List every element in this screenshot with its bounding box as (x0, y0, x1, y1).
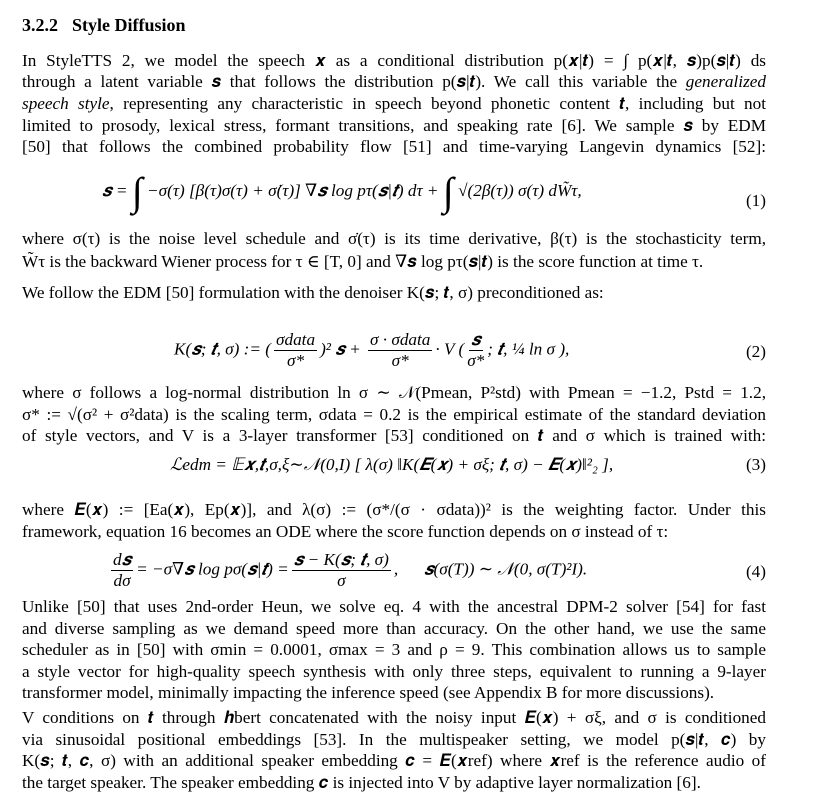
fraction (368, 330, 432, 371)
paragraph-line: limited to prosody, lexical stress, formant transitions, and speaking rate [6]. We sample 𝒔 by EDM (22, 116, 766, 135)
paragraph-line: V conditions on 𝒕 through 𝒉bert concatenated with the noisy input 𝑬(𝒙) + σξ, and σ is conditioned (22, 708, 766, 727)
eq-term: √(2β(τ)) σ(τ) dW̃τ, (458, 181, 582, 200)
equation-number: (3) (745, 455, 766, 474)
equation-4 (22, 550, 766, 590)
fraction (292, 550, 391, 591)
eq-term: , 𝒔(σ(T)) ∼ 𝒩(0, σ(T)²I). (393, 559, 588, 579)
eq-term: −σ(τ) [β(τ)σ(τ) + σ̇(τ)] ∇𝒔 log pτ(𝒔|𝒕) dτ + (147, 181, 443, 200)
text: through a latent variable 𝒔 that follows the distribution p(𝒔|𝒕). We call this variable the (22, 72, 686, 91)
paragraph-line: transformer model, minimally impacting the inference speed (see Appendix B for more discussions). (22, 683, 715, 702)
eq-lhs: 𝒔 = (102, 181, 132, 200)
equation-2 (22, 330, 766, 370)
text: , representing any characteristic in speech beyond phonetic content 𝒕, including but not (109, 94, 766, 113)
numerator: σdata (276, 330, 316, 349)
paragraph-line: the target speaker. The speaker embedding 𝒄 is injected into V by adaptive layer normalization [6]. (22, 773, 701, 792)
fraction (274, 330, 317, 371)
denominator: σ* (467, 351, 485, 370)
eq-term: ℒedm = 𝔼𝒙,𝒕,σ,ξ∼𝒩(0,I) [ λ(σ) ‖K(𝑬(𝒙) + σξ; 𝒕, σ) − 𝑬(𝒙)‖²₂ ], (170, 455, 614, 474)
paragraph-line: In StyleTTS 2, we model the speech 𝒙 as a conditional distribution p(𝒙|𝒕) = ∫ p(𝒙|𝒕, 𝒔)p(𝒔|𝒕) ds (22, 51, 766, 70)
eq-term: )² 𝒔 + (320, 339, 365, 359)
fraction (467, 330, 484, 371)
paragraph-line: σ* := √(σ² + σ²data) is the scaling term, σdata = 0.2 is the empirical estimate of the standard deviation (22, 405, 766, 424)
fraction (111, 550, 133, 591)
paragraph-line: K(𝒔; 𝒕, 𝒄, σ) with an additional speaker embedding 𝒄 = 𝑬(𝒙ref) where 𝒙ref is the reference audio of (22, 751, 766, 770)
paragraph-line: scheduler as in [50] with σmin = 0.0001, σmax = 3 and ρ = 9. This combination allows us to sample (22, 640, 766, 659)
denominator: dσ (113, 571, 131, 590)
equation-number: (4) (745, 562, 766, 581)
numerator: σ · σdata (369, 330, 431, 349)
emphasis: speech style (22, 94, 110, 113)
equation-number: (1) (745, 191, 766, 210)
integral-sign: ∫ (131, 169, 143, 215)
eq-term: = −σ∇𝒔 log pσ(𝒔|𝒕) = (136, 559, 289, 579)
paragraph-line: where σ(τ) is the noise level schedule and σ̇(τ) is its time derivative, β(τ) is the stochasticity term, (22, 229, 766, 248)
section-title: Style Diffusion (72, 15, 186, 35)
paragraph-line: We follow the EDM [50] formulation with the denoiser K(𝒔; 𝒕, σ) preconditioned as: (22, 283, 604, 302)
paragraph-line: [50] that follows the combined probability flow [51] and time-varying Langevin dynamics [52]: (22, 137, 766, 156)
paragraph-line: W̃τ is the backward Wiener process for τ ∈ [T, 0] and ∇𝒔 log pτ(𝒔|𝒕) is the score function at time τ. (22, 252, 704, 271)
section-number: 3.2.2 (22, 15, 58, 35)
paragraph-line: of style vectors, and V is a 3-layer transformer [53] conditioned on 𝒕 and σ which is trained with: (22, 426, 766, 445)
paragraph-line: Unlike [50] that uses 2nd-order Heun, we solve eq. 4 with the ancestral DPM-2 solver [54] for fast (22, 597, 766, 616)
denominator: σ (337, 571, 346, 590)
denominator: σ* (287, 351, 305, 370)
numerator: d𝒔 (113, 550, 132, 569)
paragraph-line: via sinusoidal positional embeddings [53]. In the multispeaker setting, we model p(𝒔|𝒕, 𝒄) by (22, 730, 766, 749)
paragraph-line: a style vector for high-quality speech synthesis with only three steps, equivalent to running a 9-layer (22, 662, 766, 681)
denominator: σ* (391, 351, 409, 370)
eq-term: ; 𝒕, ¼ ln σ ), (487, 339, 570, 359)
paragraph-line (22, 94, 766, 114)
paragraph-line: framework, equation 16 becomes an ODE where the score function depends on σ instead of τ: (22, 522, 669, 541)
eq-term: K(𝒔; 𝒕, σ) := ( (174, 339, 272, 359)
emphasis: generalized (685, 72, 766, 91)
section-heading (22, 15, 186, 36)
equation-3 (22, 455, 766, 495)
paragraph-line: where 𝑬(𝒙) := [Ea(𝒙), Ep(𝒙)], and λ(σ) := (σ*/(σ · σdata))² is the weighting factor. Under this (22, 500, 766, 519)
numerator: 𝒔 (470, 330, 481, 349)
paragraph-line (22, 72, 766, 92)
integral-sign: ∫ (442, 169, 454, 215)
paragraph-line: where σ follows a log-normal distribution ln σ ∼ 𝒩(Pmean, P²std) with Pmean = −1.2, Pstd = 1.2, (22, 383, 766, 402)
eq-term: · V ( (435, 339, 465, 359)
equation-number: (2) (745, 342, 766, 361)
numerator: 𝒔 − K(𝒔; 𝒕, σ) (293, 550, 389, 569)
equation-1 (22, 169, 766, 221)
paragraph-line: and diverse sampling as we demand speed more than accuracy. On the other hand, we use the same (22, 619, 766, 638)
